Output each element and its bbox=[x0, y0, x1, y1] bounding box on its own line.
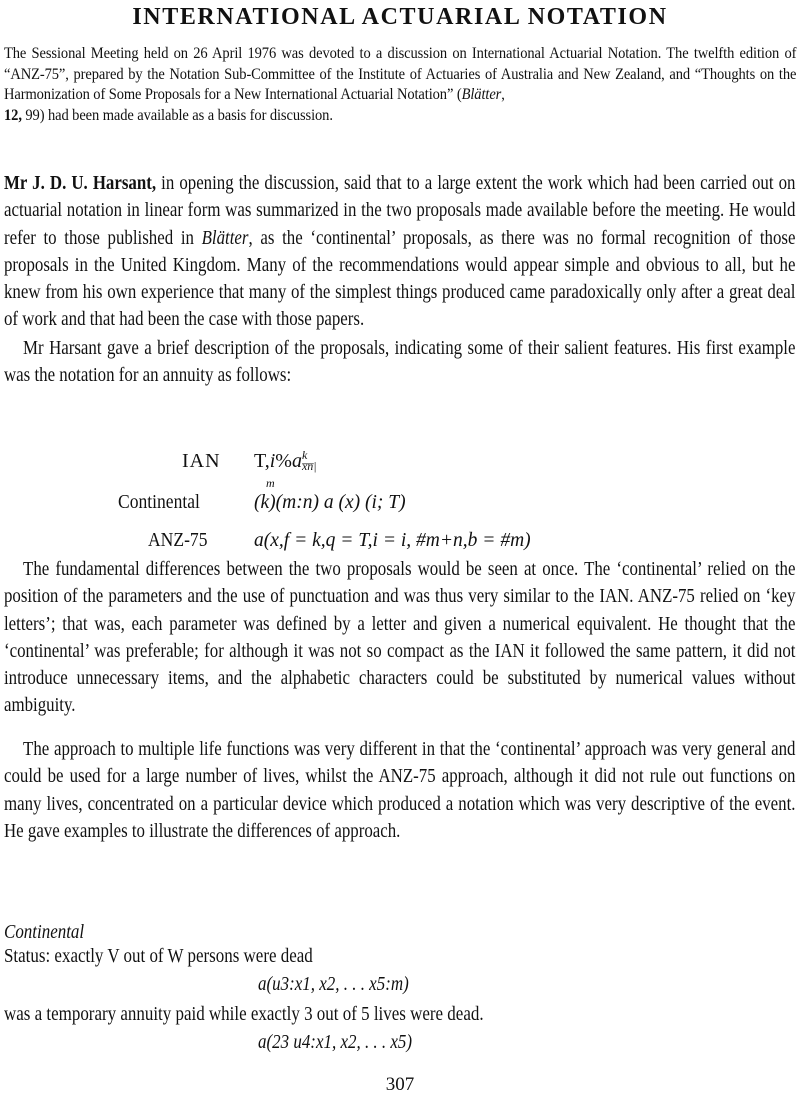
formula-ian-a: a bbox=[291, 450, 302, 472]
intro-volume-ref: 12, bbox=[4, 106, 22, 124]
formula-label-continental: Continental bbox=[118, 492, 200, 513]
status-line: Status: exactly V out of W persons were dead bbox=[4, 946, 313, 967]
intro-journal-name: Blätter bbox=[461, 86, 502, 103]
formula-ian-sup: k bbox=[301, 448, 308, 462]
formula-ian-percent: % bbox=[275, 450, 292, 472]
formula-ian bbox=[254, 448, 317, 474]
intro-text-a: The Sessional Meeting held on 26 April 1976 was devoted to a discussion on International Actuarial Notation. The twelfth edition of “ANZ-75”, prepared by the Notation Sub-Committee of the Institute of Actuaries of Australia and New Zealand, and “Thoughts on the Harmonization of Some Proposals for a New International Actuarial Notation” ( bbox=[4, 45, 797, 103]
intro-text-b: 99) had been made available as a basis for discussion. bbox=[21, 106, 333, 124]
paragraph-description: Mr Harsant gave a brief description of the proposals, indicating some of their salient features. His first example was the notation for an annuity as follows: bbox=[4, 338, 796, 387]
intro-paragraph bbox=[4, 44, 796, 126]
paragraph-opening bbox=[4, 170, 795, 334]
formula-label-ian: IAN bbox=[182, 450, 221, 472]
formula-description: was a temporary annuity paid while exactly 3 out of 5 lives were dead. bbox=[4, 1004, 484, 1025]
paragraph1-text-b: , as the ‘continental’ proposals, as there was no formal recognition of those proposals in the United Kingdom. Many of the recommendations would appear simple and obvious to all, but he knew from his own experience that many of the simplest things produced came paradoxically only after a great deal of work and that had been the case with those papers. bbox=[4, 227, 796, 331]
formula-multi-life-annuity: a(23 u4:x1, x2, . . . x5) bbox=[258, 1032, 413, 1053]
formula-ian-prefix: T, bbox=[254, 450, 270, 472]
formula-ian-scripts bbox=[302, 450, 317, 472]
section-heading-continental: Continental bbox=[4, 922, 85, 943]
formula-temporary-annuity: a(u3:x1, x2, . . . x5:m) bbox=[258, 974, 409, 995]
paragraph-differences: The fundamental differences between the two proposals would be seen at once. The ‘continental’ relied on the position of the parameters and the use of punctuation and was thus very similar to the IAN. ANZ-75 relied on ‘key letters’; that was, each parameter was defined by a letter and given a numerical equivalent. He thought that the ‘continental’ was preferable; for although it was not so compact as the IAN it followed the same pattern, it did not introduce unnecessary items, and the alphabetic characters could be substituted by numerical values without ambiguity. bbox=[4, 559, 796, 717]
paragraph-multiple-life: The approach to multiple life functions was very different in that the ‘continental’ approach was very general and could be used for a large number of lives, whilst the ANZ-75 approach, although it did not rule out functions on many lives, concentrated on a particular device which produced a notation which was very descriptive of the event. He gave examples to illustrate the differences of approach. bbox=[4, 739, 796, 842]
paragraph1-journal-name: Blätter bbox=[201, 227, 249, 249]
formula-anz75: a(x,f = k,q = T,i = i, #m+n,b = #m) bbox=[254, 530, 531, 551]
formula-label-anz75: ANZ-75 bbox=[148, 530, 208, 551]
formula-ian-i: i bbox=[269, 450, 276, 472]
formula-ian-under: m bbox=[266, 476, 275, 490]
speaker-name: Mr J. D. U. Harsant, bbox=[4, 173, 157, 194]
page-number: 307 bbox=[385, 1074, 415, 1095]
page-title: INTERNATIONAL ACTUARIAL NOTATION bbox=[132, 4, 668, 30]
intro-comma: , bbox=[501, 86, 505, 103]
formula-ian-sub: x̅n̅| bbox=[301, 459, 317, 473]
formula-continental: (k)(m:n) a (x) (i; T) bbox=[254, 492, 406, 513]
paragraph1-text-a: in opening the discussion, said that to a large extent the work which had been carried out on actuarial notation in linear form was summarized in the two proposals made available before the meeting. He would refer to those published in bbox=[4, 173, 796, 249]
